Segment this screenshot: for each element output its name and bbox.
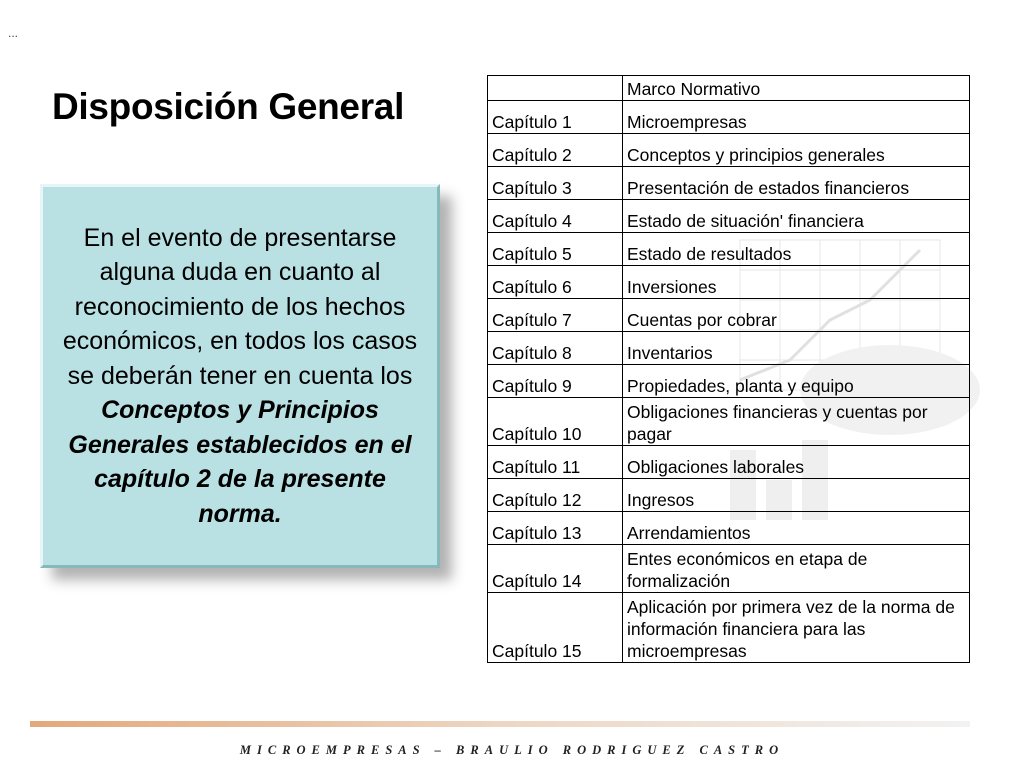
info-card-plain-text: En el evento de presentarse alguna duda en cuanto al reconocimiento de los hechos económicos, en todos los casos se deberán tener en cuenta los <box>62 223 418 390</box>
table-row <box>488 545 970 593</box>
table-header-row <box>488 76 970 101</box>
topic-cell: Estado de situación' financiera <box>623 200 970 233</box>
topic-cell: Obligaciones laborales <box>623 446 970 479</box>
table-row <box>488 200 970 233</box>
chapter-cell: Capítulo 1 <box>488 101 623 134</box>
chapter-cell: Capítulo 5 <box>488 233 623 266</box>
topic-cell: Estado de resultados <box>623 233 970 266</box>
topic-cell: Microempresas <box>623 101 970 134</box>
topic-cell: Arrendamientos <box>623 512 970 545</box>
table-header-empty <box>488 76 623 101</box>
chapter-cell: Capítulo 15 <box>488 593 623 663</box>
table-row <box>488 101 970 134</box>
chapter-cell: Capítulo 11 <box>488 446 623 479</box>
topic-cell: Ingresos <box>623 479 970 512</box>
table-row <box>488 479 970 512</box>
table-row <box>488 446 970 479</box>
table-row <box>488 266 970 299</box>
chapter-cell: Capítulo 4 <box>488 200 623 233</box>
table-row <box>488 365 970 398</box>
table-row <box>488 233 970 266</box>
topic-cell: Entes económicos en etapa de formalización <box>623 545 970 593</box>
table-row <box>488 398 970 446</box>
chapter-cell: Capítulo 8 <box>488 332 623 365</box>
chapter-cell: Capítulo 2 <box>488 134 623 167</box>
footer-text: MICROEMPRESAS – BRAULIO RODRIGUEZ CASTRO <box>239 743 785 757</box>
chapters-table <box>487 75 970 663</box>
table-row <box>488 167 970 200</box>
table-row <box>488 512 970 545</box>
chapter-cell: Capítulo 6 <box>488 266 623 299</box>
table-row <box>488 299 970 332</box>
topic-cell: Conceptos y principios generales <box>623 134 970 167</box>
footer-divider <box>30 721 970 727</box>
info-card-emphasis-text: Conceptos y Principios Generales establecidos en el capítulo 2 de la presente norma. <box>68 396 412 528</box>
table-row <box>488 134 970 167</box>
chapter-cell: Capítulo 12 <box>488 479 623 512</box>
table-row <box>488 332 970 365</box>
topic-cell: Propiedades, planta y equipo <box>623 365 970 398</box>
topic-cell: Inversiones <box>623 266 970 299</box>
chapter-cell: Capítulo 13 <box>488 512 623 545</box>
slide-title: Disposición General <box>52 86 405 127</box>
info-card <box>40 184 440 568</box>
topic-cell: Obligaciones financieras y cuentas por pagar <box>623 398 970 446</box>
table-header-title: Marco Normativo <box>623 76 970 101</box>
table-row <box>488 593 970 663</box>
topic-cell: Cuentas por cobrar <box>623 299 970 332</box>
topic-cell: Inventarios <box>623 332 970 365</box>
topic-cell: Aplicación por primera vez de la norma de información financiera para las microempresas <box>623 593 970 663</box>
chapter-cell: Capítulo 10 <box>488 398 623 446</box>
slide-ellipsis: ... <box>8 26 19 40</box>
chapter-cell: Capítulo 7 <box>488 299 623 332</box>
chapter-cell: Capítulo 9 <box>488 365 623 398</box>
topic-cell: Presentación de estados financieros <box>623 167 970 200</box>
info-card-text <box>53 221 427 532</box>
chapter-cell: Capítulo 14 <box>488 545 623 593</box>
chapter-cell: Capítulo 3 <box>488 167 623 200</box>
